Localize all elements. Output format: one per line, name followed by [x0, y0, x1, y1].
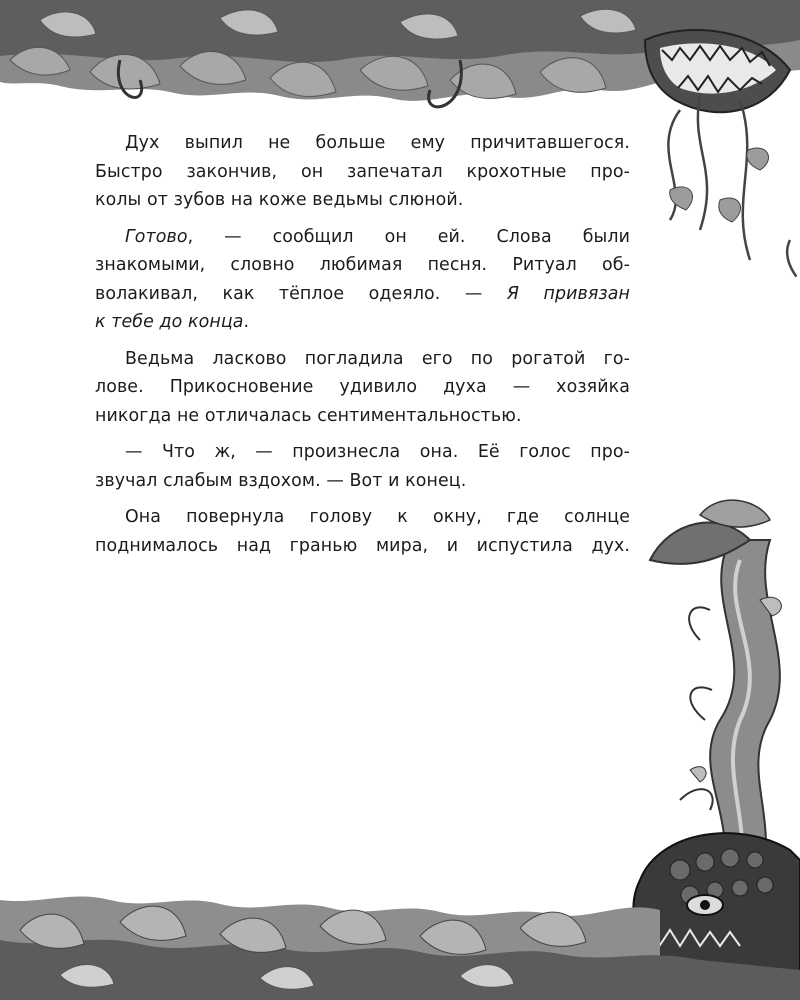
text-line: [95, 308, 630, 337]
speech-tag: , — сообщил он ей. Слова были: [187, 226, 630, 247]
text-line: [95, 223, 630, 252]
paragraph-5: [95, 503, 630, 560]
vine-leaves: [670, 148, 769, 222]
text-line: Дух выпил не больше ему причитавшегося.: [125, 133, 630, 153]
story-text: [95, 129, 630, 560]
text-line: колы от зубов на коже ведьмы слюной.: [95, 190, 464, 210]
text-line: Ведьма ласково погладила его по рогатой го-: [125, 348, 630, 369]
right-hanging-vines: [668, 95, 795, 276]
text-line: Она повернула голову к окну, где солнце: [125, 507, 630, 527]
paragraph-3: [95, 345, 630, 431]
italic-speech: Готово: [125, 226, 188, 247]
text-line: Быстро закончив, он запечатал крохотные про-: [95, 161, 630, 182]
plain-text: волакивал, как тёплое одеяло. —: [95, 283, 507, 304]
text-line: знакомыми, словно любимая песня. Ритуал об-: [95, 255, 630, 275]
italic-speech: к тебе до конца: [95, 312, 244, 332]
text-line: лове. Прикосновение удивило духа — хозяйка: [95, 377, 630, 397]
italic-speech: Я привязан: [506, 283, 630, 304]
climbing-carnivorous-plant: [650, 500, 781, 880]
text-line: поднималось над гранью мира, и испустила дух.: [95, 535, 630, 556]
paragraph-2: [95, 223, 630, 337]
text-line: звучал слабым вздохом. — Вот и конец.: [95, 470, 467, 491]
paragraph-1: [95, 129, 630, 215]
text-line: никогда не отличалась сентиментальностью.: [95, 405, 522, 426]
text-line: — Что ж, — произнесла она. Её голос про-: [125, 442, 630, 462]
paragraph-4: [95, 438, 630, 495]
text-line: [95, 280, 630, 309]
period: .: [243, 312, 250, 332]
